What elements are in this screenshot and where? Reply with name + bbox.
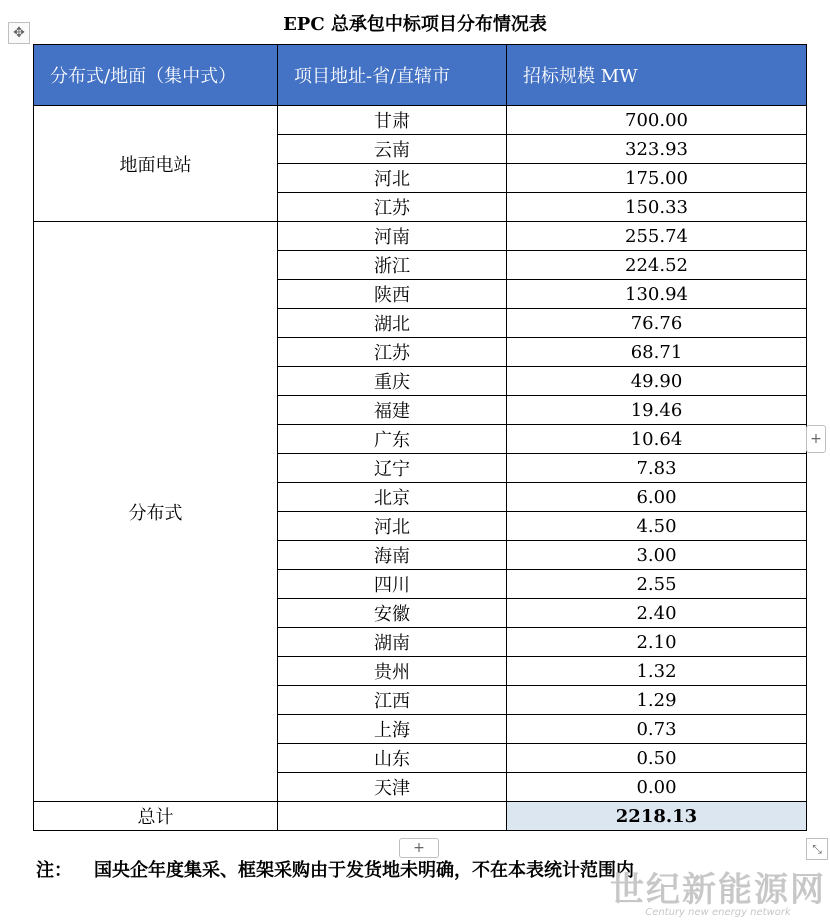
- footnote-text: 国央企年度集采、框架采购由于发货地未明确，不在本表统计范围内: [94, 860, 634, 881]
- scale-cell: 255.74: [507, 222, 807, 251]
- total-value: 2218.13: [507, 802, 807, 831]
- scale-cell: 0.73: [507, 715, 807, 744]
- province-cell: 上海: [278, 715, 507, 744]
- header-category: 分布式/地面（集中式）: [34, 45, 278, 106]
- scale-cell: 2.10: [507, 628, 807, 657]
- scale-cell: 700.00: [507, 106, 807, 135]
- province-cell: 河北: [278, 164, 507, 193]
- scale-cell: 2.55: [507, 570, 807, 599]
- resize-icon: ⤡: [812, 841, 822, 856]
- province-cell: 江苏: [278, 193, 507, 222]
- table-header-row: [34, 45, 807, 106]
- category-cell: 分布式: [34, 222, 278, 802]
- total-empty-cell: [278, 802, 507, 831]
- scale-cell: 19.46: [507, 396, 807, 425]
- province-cell: 天津: [278, 773, 507, 802]
- scale-cell: 1.29: [507, 686, 807, 715]
- scale-cell: 4.50: [507, 512, 807, 541]
- province-cell: 甘肃: [278, 106, 507, 135]
- province-cell: 河北: [278, 512, 507, 541]
- scale-cell: 49.90: [507, 367, 807, 396]
- province-cell: 云南: [278, 135, 507, 164]
- province-cell: 海南: [278, 541, 507, 570]
- total-row: [34, 802, 807, 831]
- move-icon: ✥: [13, 25, 25, 41]
- province-cell: 湖北: [278, 309, 507, 338]
- scale-cell: 2.40: [507, 599, 807, 628]
- province-cell: 江西: [278, 686, 507, 715]
- table-row: [34, 222, 807, 251]
- add-row-button[interactable]: [399, 838, 439, 858]
- province-cell: 福建: [278, 396, 507, 425]
- province-cell: 山东: [278, 744, 507, 773]
- province-cell: 贵州: [278, 657, 507, 686]
- scale-cell: 150.33: [507, 193, 807, 222]
- table-resize-handle[interactable]: [806, 838, 828, 860]
- scale-cell: 3.00: [507, 541, 807, 570]
- plus-icon: +: [413, 840, 425, 856]
- scale-cell: 1.32: [507, 657, 807, 686]
- scale-cell: 68.71: [507, 338, 807, 367]
- footnote: [36, 856, 634, 882]
- watermark-sub: Century new energy network: [645, 907, 791, 918]
- scale-cell: 175.00: [507, 164, 807, 193]
- total-label: 总计: [34, 802, 278, 831]
- header-scale: 招标规模 MW: [507, 45, 807, 106]
- province-cell: 江苏: [278, 338, 507, 367]
- scale-cell: 6.00: [507, 483, 807, 512]
- province-cell: 辽宁: [278, 454, 507, 483]
- scale-cell: 0.00: [507, 773, 807, 802]
- watermark-logo: [610, 862, 826, 918]
- category-cell: 地面电站: [34, 106, 278, 222]
- province-cell: 北京: [278, 483, 507, 512]
- scale-cell: 224.52: [507, 251, 807, 280]
- watermark-main: 世纪新能源网: [610, 870, 826, 910]
- province-cell: 重庆: [278, 367, 507, 396]
- province-cell: 河南: [278, 222, 507, 251]
- scale-cell: 130.94: [507, 280, 807, 309]
- plus-icon: +: [810, 431, 822, 447]
- province-cell: 湖南: [278, 628, 507, 657]
- scale-cell: 0.50: [507, 744, 807, 773]
- header-province: 项目地址-省/直辖市: [278, 45, 507, 106]
- scale-cell: 76.76: [507, 309, 807, 338]
- scale-cell: 323.93: [507, 135, 807, 164]
- footnote-label: 注：: [36, 860, 72, 881]
- province-cell: 广东: [278, 425, 507, 454]
- epc-distribution-table: [33, 44, 807, 831]
- add-column-button[interactable]: [806, 425, 826, 453]
- province-cell: 四川: [278, 570, 507, 599]
- table-title: EPC 总承包中标项目分布情况表: [283, 14, 547, 35]
- scale-cell: 10.64: [507, 425, 807, 454]
- table-row: [34, 106, 807, 135]
- scale-cell: 7.83: [507, 454, 807, 483]
- province-cell: 陕西: [278, 280, 507, 309]
- province-cell: 安徽: [278, 599, 507, 628]
- province-cell: 浙江: [278, 251, 507, 280]
